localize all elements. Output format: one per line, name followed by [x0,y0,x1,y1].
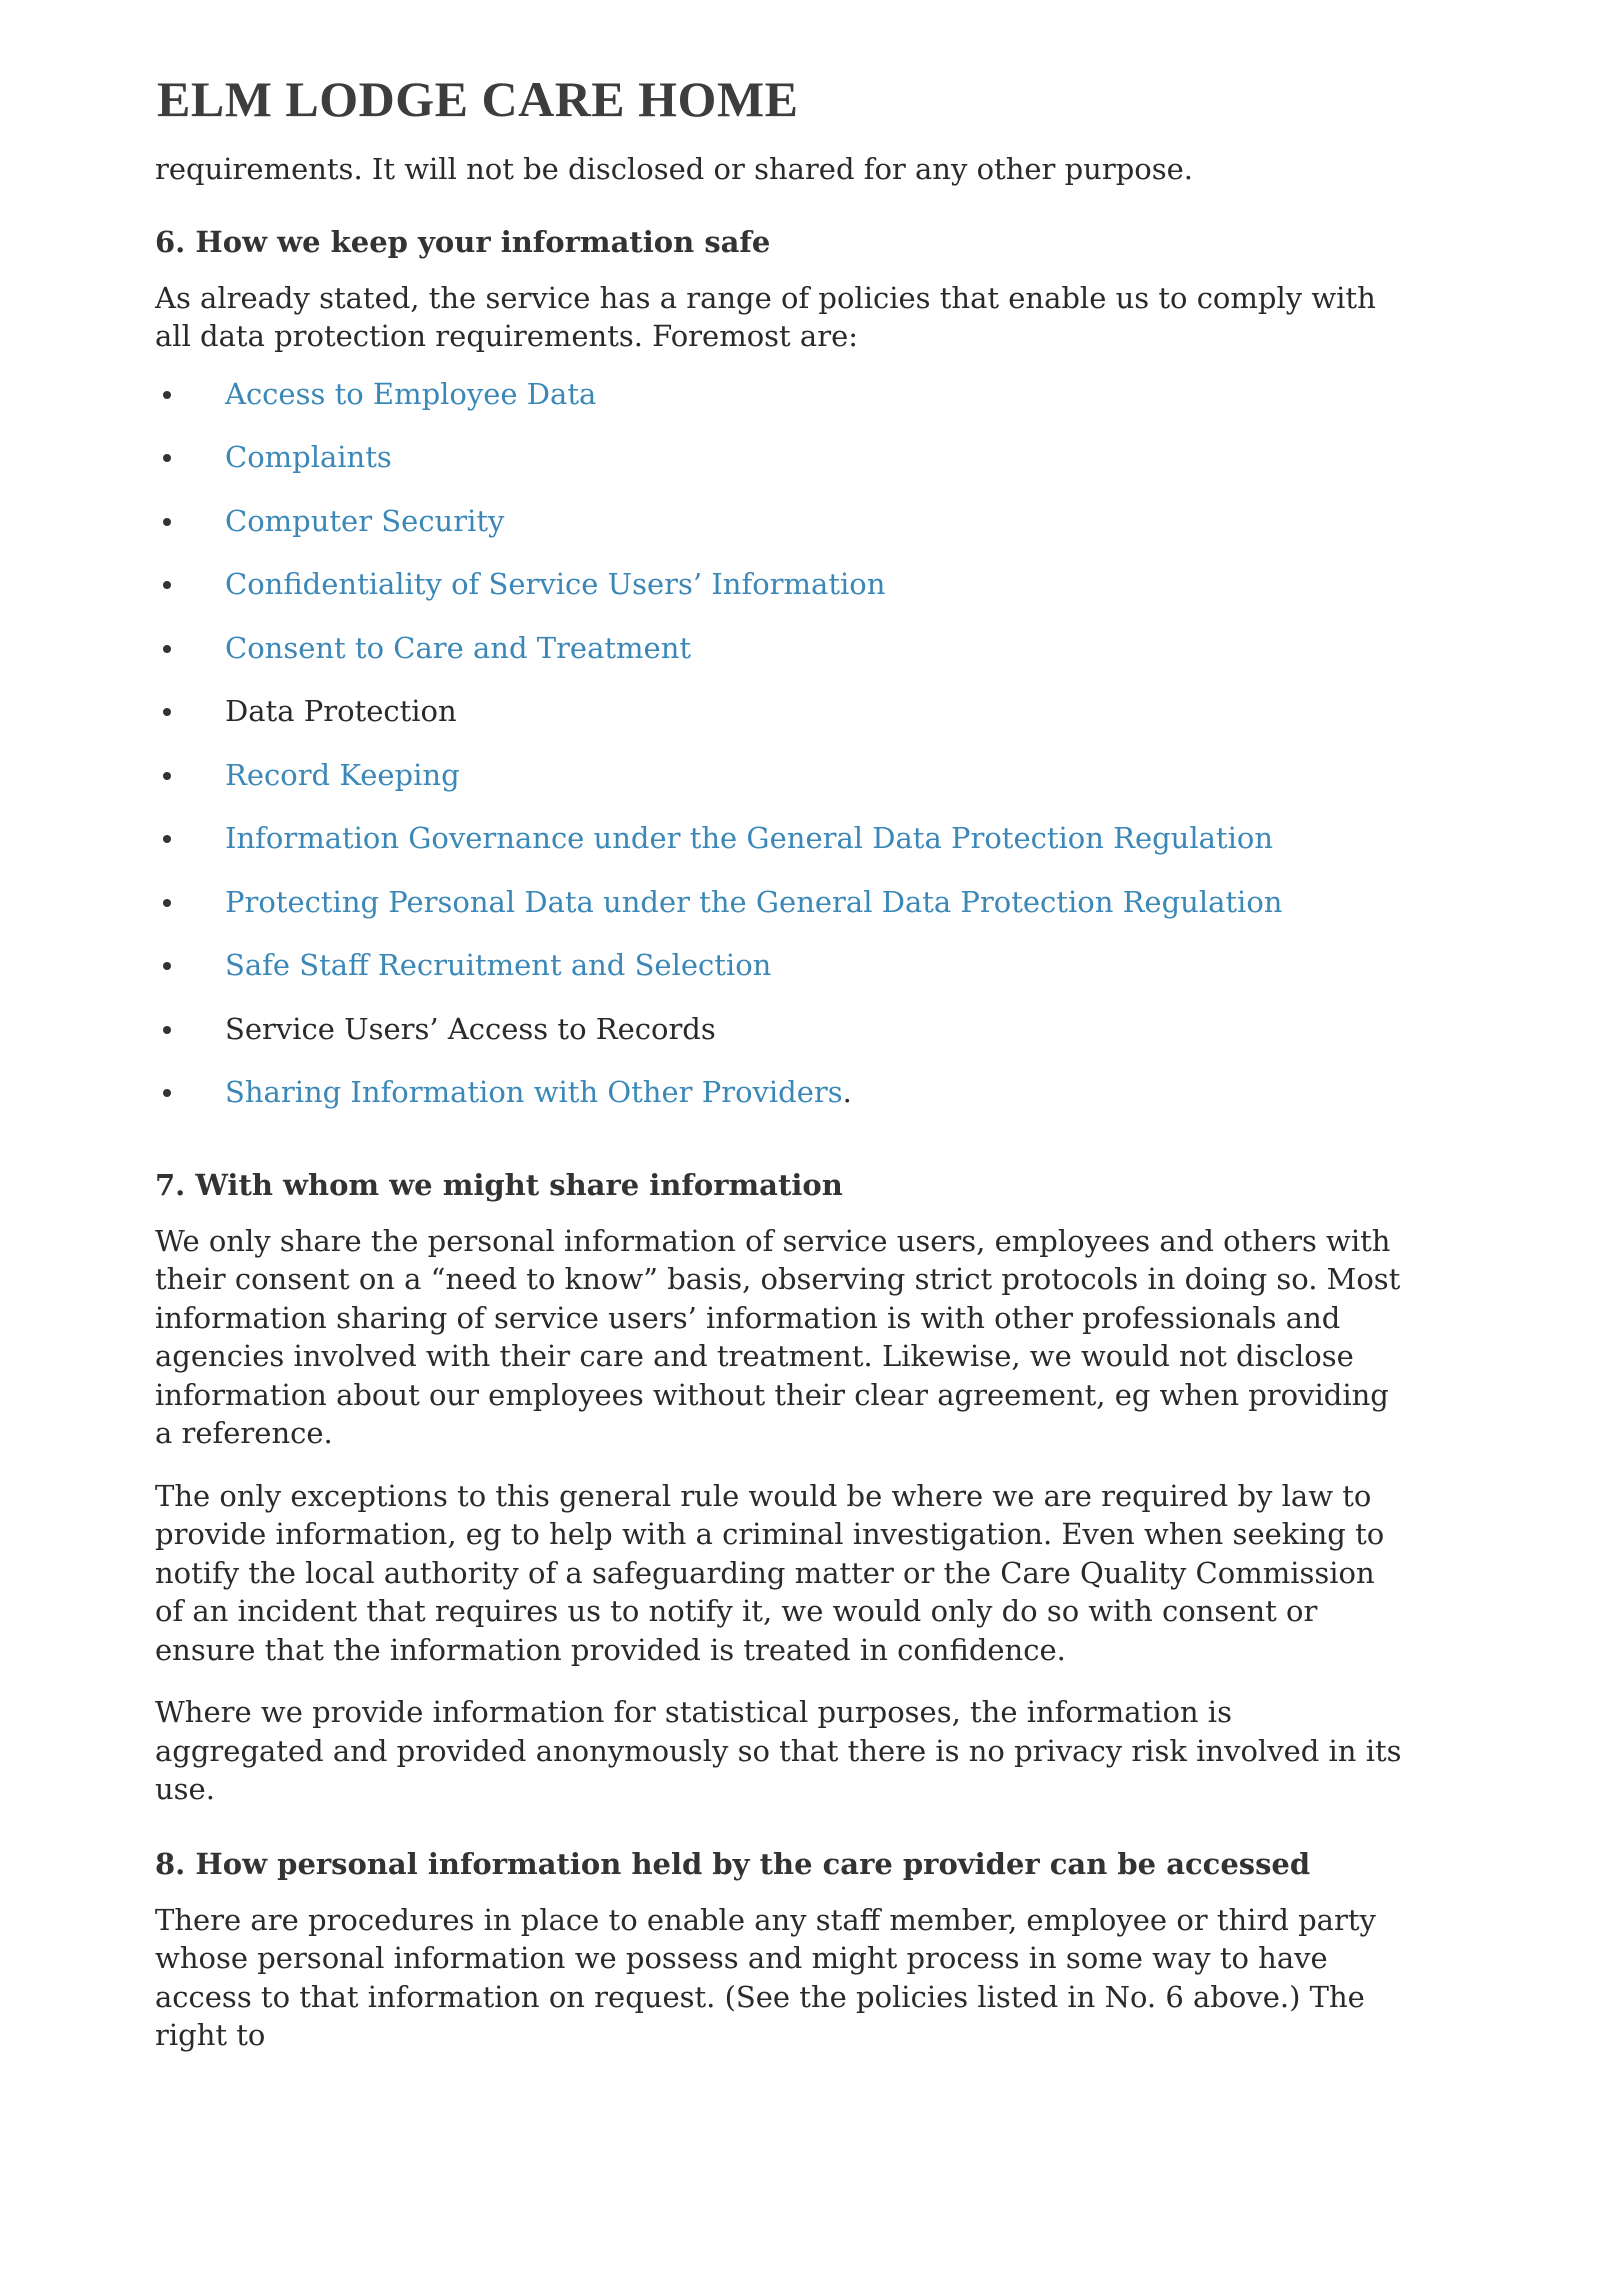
bullet-icon [163,899,171,907]
policy-list [155,374,1405,1136]
bullet-icon [163,835,171,843]
section-8-body: There are procedures in place to enable any staff member, employee or third party whose personal information we possess and might process in some way to have access to that information on request. (See the policies listed in No. 6 above.) The right to [155,1902,1376,2052]
section-8-heading: 8. How personal information held by the care provider can be accessed [155,1846,1311,1881]
policy-link[interactable]: Consent to Care and Treatment [225,630,692,665]
policy-list-item[interactable] [155,437,1405,501]
bullet-icon [163,772,171,780]
policy-link[interactable]: Access to Employee Data [225,376,597,411]
policy-link[interactable]: Complaints [225,440,392,474]
policy-list-item[interactable] [155,501,1405,565]
section-7-paragraph: We only share the personal information of service users, employees and others with their consent on a “need to know” basis, observing strict protocols in doing so. Most information sharing of service users’ information is with other professionals and agencies involved with their care and treatment. Likewise, we would not disclose information about our employees without their clear agreement, eg when providing a reference. [155,1223,1401,1450]
section-6-body: As already stated, the service has a range of policies that enable us to comply with all data protection requirements. Foremost are: [155,280,1376,353]
section-7 [155,1166,1405,1809]
section-7-heading: 7. With whom we might share information [155,1167,843,1202]
policy-link[interactable]: Computer Security [225,503,505,538]
policy-list-item [155,691,1405,755]
intro-text: requirements. It will not be disclosed or shared for any other purpose. [155,152,1194,186]
section-6-heading: 6. How we keep your information safe [155,224,771,259]
section-6 [155,223,1405,1136]
policy-list-item[interactable] [155,374,1405,438]
bullet-icon [163,391,171,399]
policy-list-item[interactable] [155,818,1405,882]
policy-label: Data Protection [225,694,457,728]
document-page [155,70,1405,2095]
policy-link[interactable]: Record Keeping [225,757,460,792]
policy-link[interactable]: Information Governance under the General Data Protection Regulation [225,821,1273,855]
policy-link[interactable]: Protecting Personal Data under the General Data Protection Regulation [225,884,1283,919]
policy-list-item[interactable] [155,1072,1405,1136]
bullet-icon [163,708,171,716]
policy-list-item[interactable] [155,882,1405,946]
bullet-icon [163,518,171,526]
policy-link[interactable]: Safe Staff Recruitment and Selection [225,948,772,982]
policy-list-item [155,1009,1405,1073]
section-7-paragraph: The only exceptions to this general rule would be where we are required by law to provide information, eg to help with a criminal investigation. Even when seeking to notify the local authority of a safeguarding matter or the Care Quality Commission of an incident that requires us to notify it, we would only do so with consent or ensure that the information provided is treated in confidence. [155,1478,1385,1667]
bullet-icon [163,645,171,653]
section-7-paragraph: Where we provide information for statistical purposes, the information is aggregated and provided anonymously so that there is no privacy risk involved in its use. [155,1695,1402,1806]
section-8 [155,1845,1405,2055]
policy-link[interactable]: Sharing Information with Other Providers [225,1075,843,1109]
bullet-icon [163,1026,171,1034]
bullet-icon [163,454,171,462]
policy-list-item[interactable] [155,628,1405,692]
policy-list-item[interactable] [155,564,1405,628]
bullet-icon [163,962,171,970]
bullet-icon [163,581,171,589]
document-header-title: ELM LODGE CARE HOME [157,71,799,127]
policy-label: Service Users’ Access to Records [225,1011,716,1046]
policy-list-item[interactable] [155,945,1405,1009]
policy-list-item[interactable] [155,755,1405,819]
policy-link[interactable]: Confidentiality of Service Users’ Information [225,567,886,601]
bullet-icon [163,1089,171,1097]
policy-suffix: . [842,1075,852,1109]
